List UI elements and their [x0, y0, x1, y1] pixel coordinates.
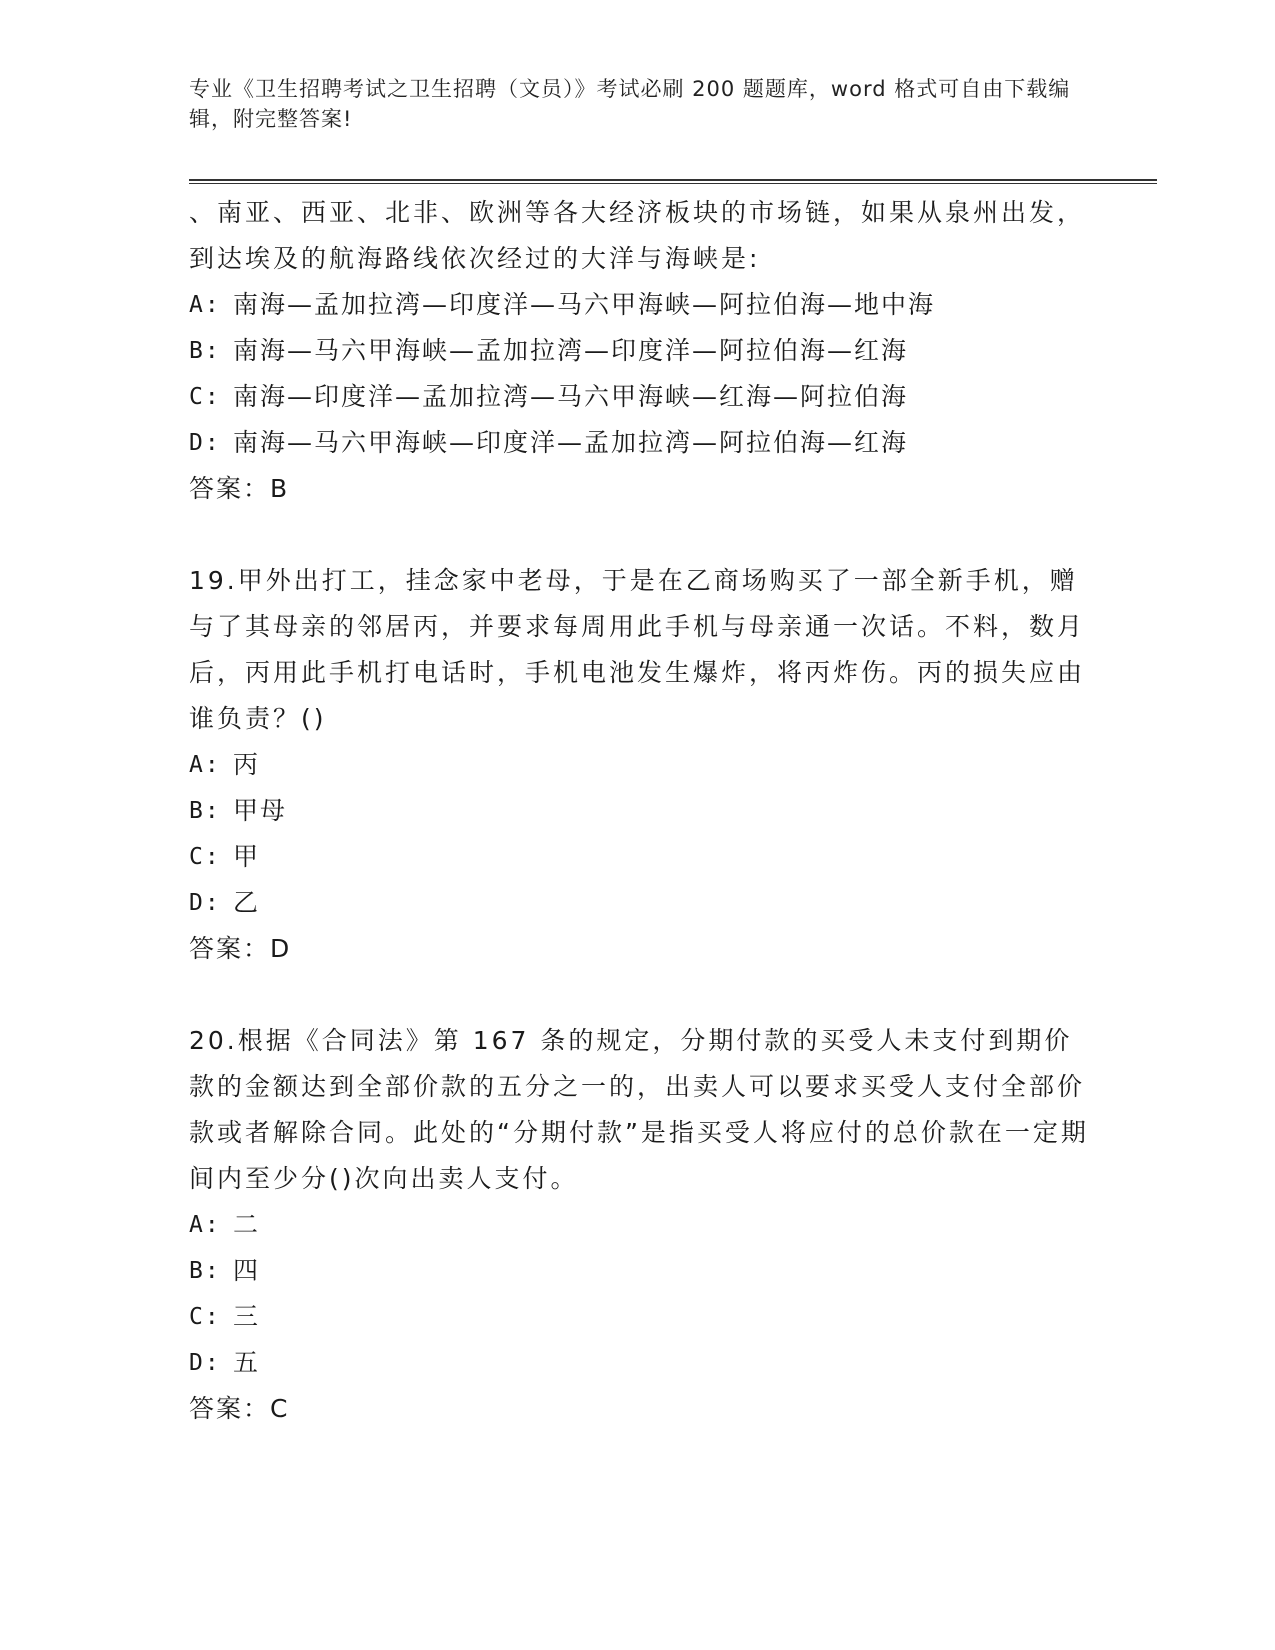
- option-text: 五: [233, 1348, 261, 1377]
- answer-text: 答案：D: [189, 934, 292, 963]
- option-letter: D:: [189, 890, 221, 916]
- question-text: 20.根据《合同法》第 167 条的规定，分期付款的买受人未支付到期价款的金额达到全部价款的五分之一的，出卖人可以要求买受人支付全部价款或者解除合同。此处的“分期付款”是指买受人将应付的总价款在一定期间内至少分()次向出卖人支付。: [189, 1026, 1089, 1193]
- option-a: [189, 742, 1089, 788]
- option-c: [189, 834, 1089, 880]
- option-text: 南海—印度洋—孟加拉湾—马六甲海峡—红海—阿拉伯海: [233, 382, 909, 411]
- option-text: 甲: [233, 842, 261, 871]
- question-block: [189, 558, 1089, 972]
- option-d: [189, 880, 1089, 926]
- option-letter: D:: [189, 1350, 221, 1376]
- document-body: [189, 190, 1089, 1432]
- option-text: 丙: [233, 750, 261, 779]
- option-d: [189, 1340, 1089, 1386]
- option-letter: B:: [189, 338, 221, 364]
- option-a: [189, 282, 1089, 328]
- option-letter: A:: [189, 1212, 221, 1238]
- option-c: [189, 1294, 1089, 1340]
- option-letter: B:: [189, 798, 221, 824]
- question-text: 19.甲外出打工，挂念家中老母，于是在乙商场购买了一部全新手机，赠与了其母亲的邻居丙，并要求每周用此手机与母亲通一次话。不料，数月后，丙用此手机打电话时，手机电池发生爆炸，将丙炸伤。丙的损失应由谁负责？(): [189, 566, 1086, 733]
- option-letter: C:: [189, 1304, 221, 1330]
- option-letter: A:: [189, 292, 221, 318]
- option-text: 二: [233, 1210, 261, 1239]
- option-b: [189, 1248, 1089, 1294]
- option-text: 三: [233, 1302, 261, 1331]
- option-b: [189, 788, 1089, 834]
- question-block: [189, 1018, 1089, 1432]
- option-text: 南海—马六甲海峡—孟加拉湾—印度洋—阿拉伯海—红海: [233, 336, 909, 365]
- question-text: 、南亚、西亚、北非、欧洲等各大经济板块的市场链，如果从泉州出发，到达埃及的航海路线依次经过的大洋与海峡是:: [189, 198, 1086, 273]
- header-divider: [189, 179, 1157, 181]
- option-text: 南海—孟加拉湾—印度洋—马六甲海峡—阿拉伯海—地中海: [233, 290, 936, 319]
- option-text: 四: [233, 1256, 261, 1285]
- option-a: [189, 1202, 1089, 1248]
- document-header: 专业《卫生招聘考试之卫生招聘（文员）》考试必刷 200 题题库，word 格式可自由下载编辑，附完整答案!: [189, 77, 1071, 131]
- option-letter: C:: [189, 844, 221, 870]
- option-c: [189, 374, 1089, 420]
- option-letter: D:: [189, 430, 221, 456]
- answer-text: 答案：C: [189, 1394, 290, 1423]
- option-letter: B:: [189, 1258, 221, 1284]
- header-divider-thin: [189, 183, 1157, 184]
- option-b: [189, 328, 1089, 374]
- option-text: 南海—马六甲海峡—印度洋—孟加拉湾—阿拉伯海—红海: [233, 428, 909, 457]
- option-text: 甲母: [233, 796, 288, 825]
- answer-text: 答案：B: [189, 474, 290, 503]
- question-block: [189, 190, 1089, 512]
- option-letter: C:: [189, 384, 221, 410]
- option-letter: A:: [189, 752, 221, 778]
- option-d: [189, 420, 1089, 466]
- option-text: 乙: [233, 888, 261, 917]
